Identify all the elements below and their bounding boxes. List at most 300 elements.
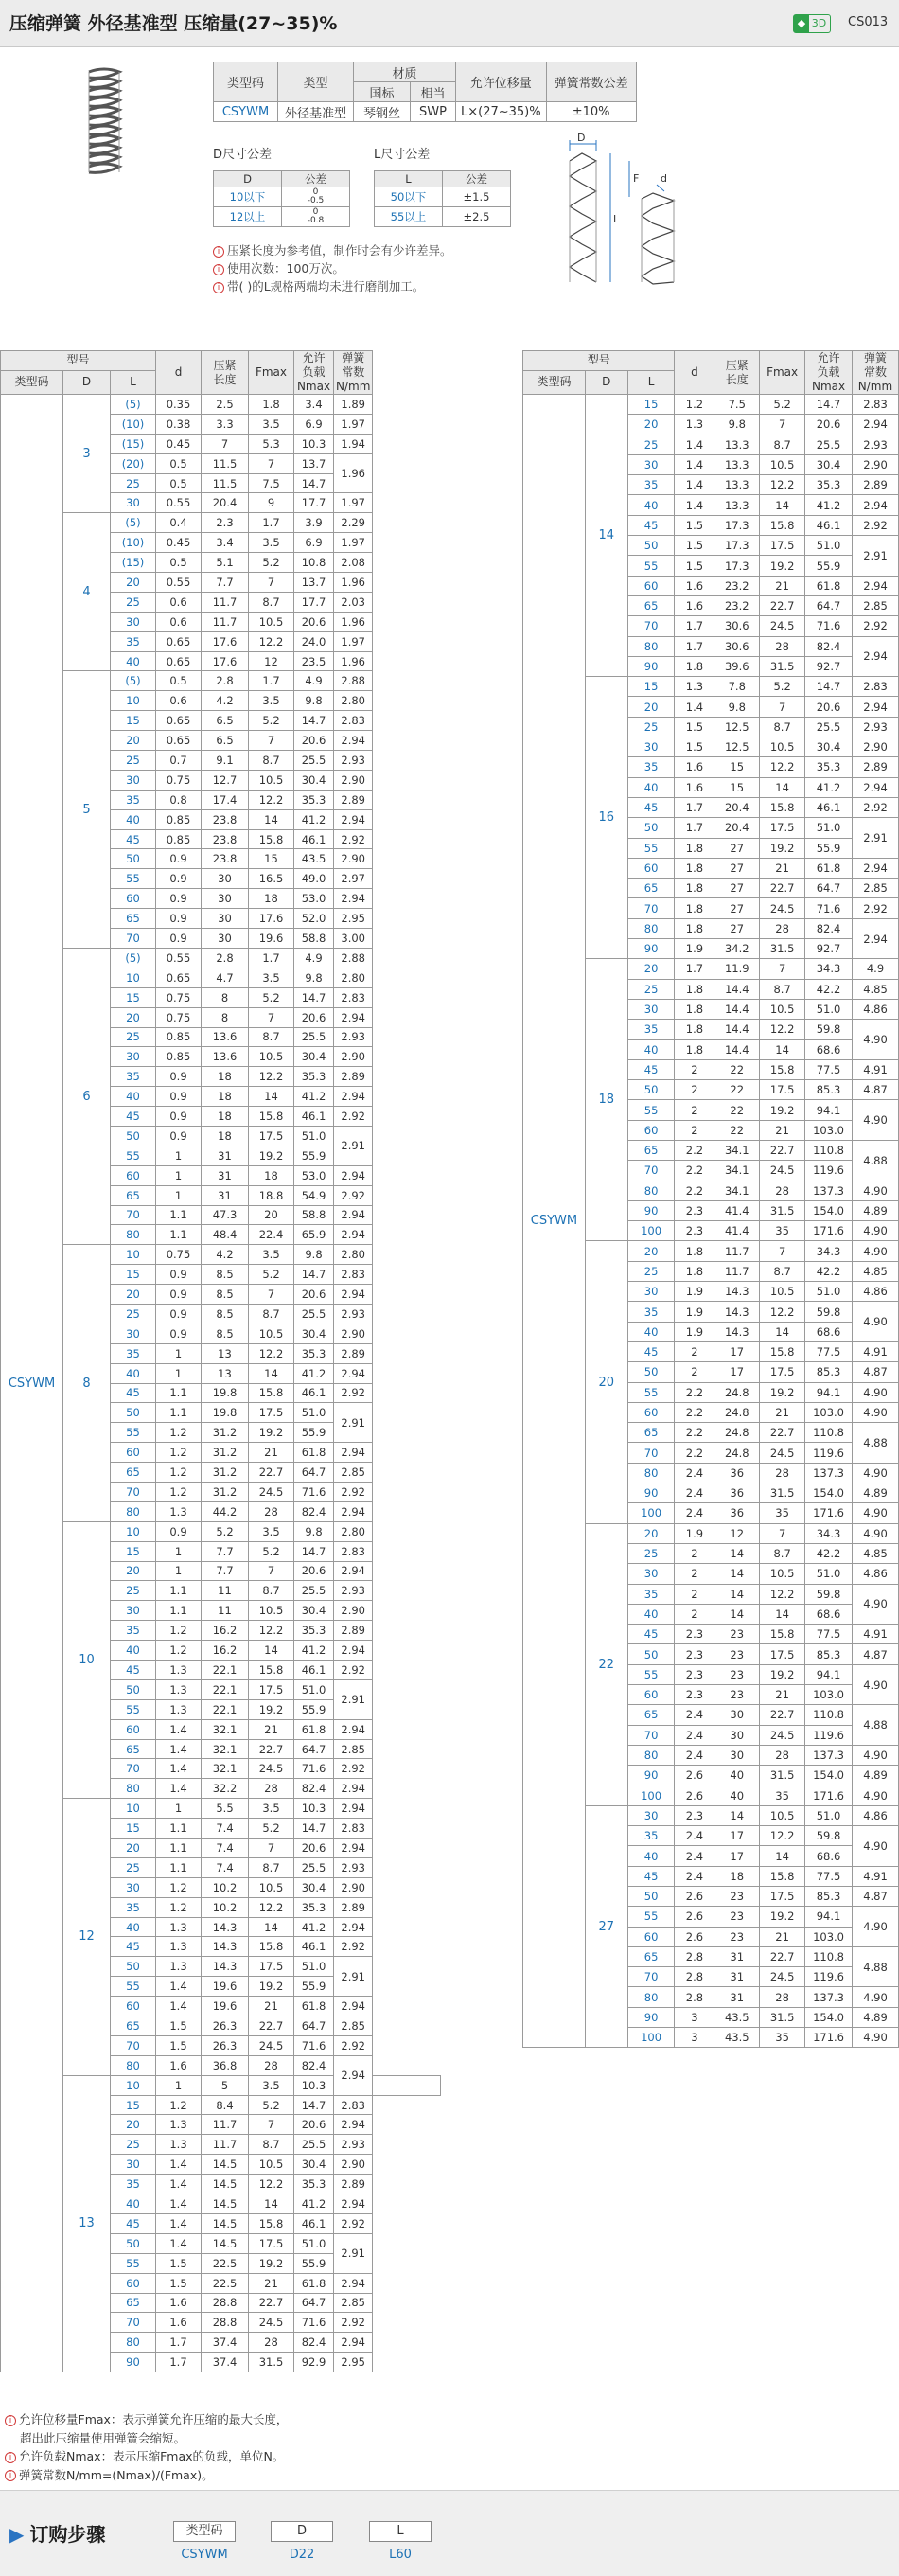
solid-cell: 22.1 bbox=[202, 1699, 249, 1719]
wire-cell: 3 bbox=[675, 2028, 714, 2048]
arrow-icon: ▶ bbox=[9, 2523, 25, 2546]
k-cell: 2.85 bbox=[852, 595, 898, 615]
l-cell: 65 bbox=[627, 879, 675, 898]
nmax-cell: 85.3 bbox=[805, 1886, 853, 1906]
l-cell: 50 bbox=[111, 2233, 156, 2253]
k-cell: 2.93 bbox=[334, 1581, 373, 1601]
fmax-cell: 21 bbox=[760, 858, 805, 878]
k-cell: 4.90 bbox=[852, 1785, 898, 1805]
info-icon: i bbox=[213, 246, 224, 258]
d-cell: 10 bbox=[63, 1521, 111, 1798]
nmax-cell: 59.8 bbox=[805, 1584, 853, 1604]
fmax-cell: 24.5 bbox=[760, 1967, 805, 1987]
solid-cell: 26.3 bbox=[202, 2035, 249, 2055]
wire-cell: 2.6 bbox=[675, 1785, 714, 1805]
wire-cell: 1 bbox=[156, 1561, 202, 1581]
solid-cell: 14.3 bbox=[714, 1322, 760, 1341]
k-cell: 4.86 bbox=[852, 1805, 898, 1825]
wire-cell: 2 bbox=[675, 1120, 714, 1140]
nmax-cell: 94.1 bbox=[805, 1100, 853, 1120]
k-cell: 4.90 bbox=[852, 1100, 898, 1141]
fmax-cell: 28 bbox=[760, 1987, 805, 2007]
solid-cell: 8.5 bbox=[202, 1265, 249, 1285]
fmax-cell: 21 bbox=[249, 1997, 294, 2016]
nmax-cell: 20.6 bbox=[805, 415, 853, 435]
nmax-cell: 25.5 bbox=[294, 751, 334, 771]
wire-cell: 1.3 bbox=[156, 1937, 202, 1957]
nmax-cell: 77.5 bbox=[805, 1625, 853, 1644]
l-tol-row-l: 50以下 bbox=[375, 187, 443, 207]
l-cell: 35 bbox=[111, 1621, 156, 1641]
d-cell: 5 bbox=[63, 671, 111, 948]
fmax-cell: 17.5 bbox=[760, 818, 805, 838]
nmax-cell: 46.1 bbox=[294, 1661, 334, 1680]
l-cell: 10 bbox=[111, 1799, 156, 1819]
order-value-type: CSYWM bbox=[181, 2548, 228, 2562]
l-cell: 70 bbox=[111, 1205, 156, 1225]
l-cell: 15 bbox=[111, 711, 156, 731]
nmax-cell: 137.3 bbox=[805, 1745, 853, 1765]
solid-cell: 13.3 bbox=[714, 495, 760, 515]
nmax-cell: 9.8 bbox=[294, 691, 334, 711]
solid-cell: 30 bbox=[714, 1745, 760, 1765]
k-cell: 1.94 bbox=[334, 434, 373, 453]
nmax-cell: 6.9 bbox=[294, 533, 334, 553]
k-cell: 4.91 bbox=[852, 1625, 898, 1644]
d-tol-row-d: 10以下 bbox=[214, 187, 282, 207]
l-cell: 60 bbox=[627, 1402, 675, 1422]
solid-cell: 11 bbox=[202, 1581, 249, 1601]
solid-cell: 11.7 bbox=[202, 592, 249, 612]
wire-cell: 2 bbox=[675, 1362, 714, 1382]
wire-cell: 2.6 bbox=[675, 1907, 714, 1927]
wire-cell: 0.9 bbox=[156, 1067, 202, 1087]
solid-cell: 13 bbox=[202, 1343, 249, 1363]
spec-table bbox=[213, 62, 637, 122]
solid-cell: 7.4 bbox=[202, 1839, 249, 1858]
wire-cell: 0.9 bbox=[156, 1087, 202, 1107]
l-cell: 20 bbox=[627, 1523, 675, 1543]
l-cell: 25 bbox=[627, 1261, 675, 1281]
wire-cell: 1.5 bbox=[675, 515, 714, 535]
l-cell: (20) bbox=[111, 453, 156, 473]
l-cell: 20 bbox=[627, 959, 675, 979]
l-cell: 45 bbox=[627, 1059, 675, 1079]
l-cell: 80 bbox=[111, 2333, 156, 2353]
l-cell: (5) bbox=[111, 948, 156, 968]
spec-h-equiv: 相当 bbox=[411, 82, 456, 102]
l-cell: 35 bbox=[111, 790, 156, 809]
fmax-cell: 35 bbox=[760, 1221, 805, 1241]
nmax-cell: 82.4 bbox=[294, 2333, 334, 2353]
fmax-cell: 12.2 bbox=[760, 1826, 805, 1846]
solid-cell: 34.1 bbox=[714, 1181, 760, 1200]
l-tol-table bbox=[374, 170, 511, 227]
wire-cell: 1.4 bbox=[156, 1719, 202, 1739]
fmax-cell: 22.7 bbox=[249, 2016, 294, 2036]
l-cell: 35 bbox=[111, 2175, 156, 2194]
wire-cell: 0.5 bbox=[156, 453, 202, 473]
nmax-cell: 82.4 bbox=[294, 1779, 334, 1799]
nmax-cell: 10.3 bbox=[294, 1799, 334, 1819]
solid-cell: 8.5 bbox=[202, 1304, 249, 1324]
l-tol-h-l: L bbox=[375, 171, 443, 187]
fmax-cell: 18 bbox=[249, 889, 294, 909]
nmax-cell: 137.3 bbox=[805, 1181, 853, 1200]
nmax-cell: 25.5 bbox=[805, 717, 853, 737]
solid-cell: 23 bbox=[714, 1685, 760, 1705]
l-cell: 60 bbox=[627, 858, 675, 878]
nmax-cell: 14.7 bbox=[294, 2095, 334, 2115]
d-tol-lo: -0.5 bbox=[307, 196, 325, 205]
fmax-cell: 31.5 bbox=[760, 656, 805, 676]
fmax-cell: 3.5 bbox=[249, 1521, 294, 1541]
k-cell: 2.85 bbox=[852, 879, 898, 898]
k-cell: 2.80 bbox=[334, 1521, 373, 1541]
solid-cell: 14.3 bbox=[202, 1937, 249, 1957]
k-cell: 2.91 bbox=[852, 536, 898, 577]
nmax-cell: 64.7 bbox=[294, 1739, 334, 1759]
fmax-cell: 12.2 bbox=[760, 757, 805, 777]
nmax-cell: 41.2 bbox=[805, 777, 853, 797]
solid-cell: 23 bbox=[714, 1644, 760, 1664]
nmax-cell: 46.1 bbox=[294, 829, 334, 849]
nmax-cell: 58.8 bbox=[294, 1205, 334, 1225]
l-cell: 25 bbox=[111, 1027, 156, 1047]
l-cell: 30 bbox=[111, 1877, 156, 1897]
wire-cell: 1 bbox=[156, 1146, 202, 1165]
k-cell: 2.88 bbox=[334, 948, 373, 968]
k-cell: 2.89 bbox=[334, 1897, 373, 1917]
d-cell: 27 bbox=[585, 1805, 627, 2048]
solid-cell: 47.3 bbox=[202, 1205, 249, 1225]
spec-tol: ±10% bbox=[546, 102, 636, 122]
wire-cell: 1.3 bbox=[156, 1917, 202, 1937]
nmax-cell: 61.8 bbox=[294, 1997, 334, 2016]
k-cell: 4.88 bbox=[852, 1946, 898, 1987]
3d-badge[interactable]: ◆ 3D bbox=[793, 14, 831, 33]
wire-cell: 1.4 bbox=[675, 475, 714, 495]
solid-cell: 31.2 bbox=[202, 1443, 249, 1463]
nmax-cell: 14.7 bbox=[294, 1819, 334, 1839]
solid-cell: 36 bbox=[714, 1463, 760, 1483]
solid-cell: 37.4 bbox=[202, 2353, 249, 2372]
k-cell: 2.92 bbox=[334, 1661, 373, 1680]
k-cell: 4.87 bbox=[852, 1886, 898, 1906]
nmax-cell: 30.4 bbox=[294, 1601, 334, 1621]
solid-cell: 7.5 bbox=[714, 395, 760, 415]
l-cell: 40 bbox=[111, 809, 156, 829]
k-cell: 2.93 bbox=[852, 717, 898, 737]
solid-cell: 14 bbox=[714, 1584, 760, 1604]
solid-cell: 31 bbox=[714, 1987, 760, 2007]
solid-cell: 20.4 bbox=[202, 493, 249, 513]
l-cell: 55 bbox=[627, 1664, 675, 1684]
l-cell: 45 bbox=[111, 829, 156, 849]
l-cell: 20 bbox=[111, 1561, 156, 1581]
wire-cell: 1.4 bbox=[156, 2155, 202, 2175]
fmax-cell: 21 bbox=[760, 1120, 805, 1140]
nmax-cell: 25.5 bbox=[294, 1027, 334, 1047]
nmax-cell: 51.0 bbox=[294, 1679, 334, 1699]
l-cell: 90 bbox=[627, 1483, 675, 1503]
fmax-cell: 18.8 bbox=[249, 1185, 294, 1205]
fmax-cell: 3.5 bbox=[249, 1799, 294, 1819]
fmax-cell: 1.7 bbox=[249, 948, 294, 968]
k-cell: 3.00 bbox=[334, 929, 373, 949]
d-tol-table bbox=[213, 170, 350, 227]
nmax-cell: 103.0 bbox=[805, 1402, 853, 1422]
l-cell: 45 bbox=[111, 1937, 156, 1957]
wire-cell: 1.3 bbox=[156, 2115, 202, 2135]
nmax-cell: 94.1 bbox=[805, 1907, 853, 1927]
solid-cell: 31 bbox=[202, 1185, 249, 1205]
fmax-cell: 15.8 bbox=[249, 1107, 294, 1127]
l-cell: 40 bbox=[627, 1322, 675, 1341]
l-cell: 100 bbox=[627, 1221, 675, 1241]
l-tol-h-tol: 公差 bbox=[443, 171, 511, 187]
nmax-cell: 51.0 bbox=[805, 536, 853, 556]
solid-cell: 30.6 bbox=[714, 636, 760, 656]
nmax-cell: 65.9 bbox=[294, 1225, 334, 1245]
wire-cell: 1.2 bbox=[675, 395, 714, 415]
solid-cell: 14.5 bbox=[202, 2233, 249, 2253]
fmax-cell: 7 bbox=[249, 1285, 294, 1305]
fmax-cell: 8.7 bbox=[249, 1857, 294, 1877]
nmax-cell: 46.1 bbox=[805, 797, 853, 817]
d-tol-h-d: D bbox=[214, 171, 282, 187]
k-cell: 2.94 bbox=[334, 1501, 373, 1521]
wire-cell: 1.8 bbox=[675, 1039, 714, 1059]
k-cell: 4.90 bbox=[852, 1402, 898, 1422]
wire-cell: 2.2 bbox=[675, 1161, 714, 1181]
diagram-dsmall-label: d bbox=[661, 172, 667, 185]
wire-cell: 0.9 bbox=[156, 1126, 202, 1146]
nmax-cell: 137.3 bbox=[805, 1987, 853, 2007]
solid-cell: 6.5 bbox=[202, 731, 249, 751]
solid-cell: 14.4 bbox=[714, 999, 760, 1019]
fmax-cell: 12.2 bbox=[249, 790, 294, 809]
fmax-cell: 19.2 bbox=[760, 1382, 805, 1402]
wire-cell: 2.2 bbox=[675, 1382, 714, 1402]
fmax-cell: 14 bbox=[760, 495, 805, 515]
l-cell: 55 bbox=[627, 1382, 675, 1402]
l-cell: (15) bbox=[111, 434, 156, 453]
fmax-cell: 19.2 bbox=[760, 556, 805, 576]
footnote-item: i 允许负载Nmax：表示压缩Fmax的负载，单位N。 bbox=[5, 2447, 288, 2466]
solid-cell: 22.5 bbox=[202, 2253, 249, 2273]
solid-cell: 24.8 bbox=[714, 1423, 760, 1443]
k-cell: 1.96 bbox=[334, 612, 373, 631]
wire-cell: 2.3 bbox=[675, 1625, 714, 1644]
wire-cell: 2.3 bbox=[675, 1200, 714, 1220]
solid-cell: 28.8 bbox=[202, 2293, 249, 2313]
l-cell: 60 bbox=[111, 1443, 156, 1463]
nmax-cell: 14.7 bbox=[294, 987, 334, 1007]
k-cell: 2.94 bbox=[852, 777, 898, 797]
k-cell: 2.90 bbox=[334, 1324, 373, 1343]
solid-cell: 5.5 bbox=[202, 1799, 249, 1819]
nmax-cell: 10.8 bbox=[294, 553, 334, 573]
nmax-cell: 71.6 bbox=[294, 1482, 334, 1501]
k-cell: 2.93 bbox=[334, 1304, 373, 1324]
nmax-cell: 171.6 bbox=[805, 1785, 853, 1805]
k-cell: 2.94 bbox=[334, 1443, 373, 1463]
wire-cell: 1.8 bbox=[675, 858, 714, 878]
k-cell: 4.90 bbox=[852, 1463, 898, 1483]
k-cell: 2.89 bbox=[334, 790, 373, 809]
l-cell: 30 bbox=[627, 1564, 675, 1584]
nmax-cell: 4.9 bbox=[294, 671, 334, 691]
k-cell: 2.90 bbox=[852, 454, 898, 474]
l-cell: 50 bbox=[111, 1126, 156, 1146]
fmax-cell: 31.5 bbox=[760, 1766, 805, 1785]
header-group: 型号 bbox=[523, 351, 675, 371]
l-cell: 70 bbox=[111, 2313, 156, 2333]
l-cell: 20 bbox=[111, 1285, 156, 1305]
solid-cell: 17.6 bbox=[202, 651, 249, 671]
nmax-cell: 17.7 bbox=[294, 493, 334, 513]
nmax-cell: 110.8 bbox=[805, 1140, 853, 1160]
fmax-cell: 21 bbox=[249, 1719, 294, 1739]
l-cell: 45 bbox=[111, 1107, 156, 1127]
solid-cell: 23.8 bbox=[202, 829, 249, 849]
l-cell: 70 bbox=[627, 1725, 675, 1745]
fmax-cell: 15.8 bbox=[249, 1661, 294, 1680]
spec-type-code: CSYWM bbox=[214, 102, 278, 122]
nmax-cell: 13.7 bbox=[294, 573, 334, 593]
l-cell: 55 bbox=[111, 869, 156, 889]
fmax-cell: 5.2 bbox=[249, 2095, 294, 2115]
l-cell: 25 bbox=[627, 979, 675, 999]
k-cell: 2.92 bbox=[852, 515, 898, 535]
fmax-cell: 15.8 bbox=[249, 1383, 294, 1403]
nmax-cell: 77.5 bbox=[805, 1059, 853, 1079]
solid-cell: 30 bbox=[202, 929, 249, 949]
fmax-cell: 8.7 bbox=[760, 435, 805, 454]
fmax-cell: 14 bbox=[760, 1846, 805, 1866]
wire-cell: 2 bbox=[675, 1604, 714, 1624]
k-cell: 2.94 bbox=[334, 1561, 373, 1581]
wire-cell: 2 bbox=[675, 1584, 714, 1604]
l-cell: 90 bbox=[627, 1766, 675, 1785]
solid-cell: 5.2 bbox=[202, 1521, 249, 1541]
diagram-l-label: L bbox=[613, 213, 620, 225]
solid-cell: 11.9 bbox=[714, 959, 760, 979]
header-solid: 压紧 长度 bbox=[714, 351, 760, 395]
nmax-cell: 51.0 bbox=[805, 1805, 853, 1825]
solid-cell: 2.5 bbox=[202, 395, 249, 415]
k-cell: 2.94 bbox=[334, 1799, 373, 1819]
diagram-f-label: F bbox=[633, 172, 640, 185]
l-tol-row-tol: ±1.5 bbox=[443, 187, 511, 207]
nmax-cell: 3.4 bbox=[294, 395, 334, 415]
solid-cell: 14.3 bbox=[202, 1917, 249, 1937]
wire-cell: 1.2 bbox=[156, 2095, 202, 2115]
wire-cell: 1.8 bbox=[675, 1241, 714, 1261]
d-tol-up: 0 bbox=[312, 187, 319, 197]
fmax-cell: 24.5 bbox=[760, 898, 805, 918]
wire-cell: 1.3 bbox=[156, 1699, 202, 1719]
solid-cell: 30 bbox=[202, 889, 249, 909]
solid-cell: 31 bbox=[714, 1946, 760, 1966]
fmax-cell: 17.5 bbox=[249, 2233, 294, 2253]
k-cell: 2.92 bbox=[334, 1759, 373, 1779]
fmax-cell: 17.5 bbox=[760, 1080, 805, 1100]
wire-cell: 0.55 bbox=[156, 493, 202, 513]
l-cell: 50 bbox=[627, 1886, 675, 1906]
nmax-cell: 51.0 bbox=[805, 1282, 853, 1302]
wire-cell: 1.4 bbox=[156, 2194, 202, 2214]
nmax-cell: 10.3 bbox=[294, 434, 334, 453]
header-nmax: 允许 负载 Nmax bbox=[805, 351, 853, 395]
notes bbox=[213, 241, 452, 295]
wire-cell: 1.9 bbox=[675, 939, 714, 959]
wire-cell: 1 bbox=[156, 1541, 202, 1561]
wire-cell: 1.7 bbox=[156, 2353, 202, 2372]
wire-cell: 2.8 bbox=[675, 1967, 714, 1987]
solid-cell: 36.8 bbox=[202, 2055, 249, 2075]
k-cell: 4.90 bbox=[852, 1745, 898, 1765]
solid-cell: 40 bbox=[714, 1766, 760, 1785]
nmax-cell: 25.5 bbox=[294, 2135, 334, 2155]
fmax-cell: 10.5 bbox=[249, 1601, 294, 1621]
fmax-cell: 24.5 bbox=[249, 2035, 294, 2055]
wire-cell: 0.65 bbox=[156, 711, 202, 731]
wire-cell: 1.1 bbox=[156, 1819, 202, 1839]
fmax-cell: 19.2 bbox=[760, 1664, 805, 1684]
fmax-cell: 21 bbox=[760, 1402, 805, 1422]
solid-cell: 18 bbox=[202, 1107, 249, 1127]
l-cell: 65 bbox=[111, 1463, 156, 1483]
nmax-cell: 59.8 bbox=[805, 1302, 853, 1322]
fmax-cell: 20 bbox=[249, 1205, 294, 1225]
nmax-cell: 42.2 bbox=[805, 1261, 853, 1281]
k-cell: 2.85 bbox=[334, 2016, 373, 2036]
wire-cell: 0.8 bbox=[156, 790, 202, 809]
wire-cell: 1.4 bbox=[156, 1779, 202, 1799]
solid-cell: 17.4 bbox=[202, 790, 249, 809]
wire-cell: 1.7 bbox=[675, 818, 714, 838]
wire-cell: 1.6 bbox=[675, 576, 714, 595]
solid-cell: 41.4 bbox=[714, 1221, 760, 1241]
solid-cell: 23 bbox=[714, 1907, 760, 1927]
d-tol-lo: -0.8 bbox=[307, 216, 325, 225]
k-cell: 2.94 bbox=[334, 1641, 373, 1661]
fmax-cell: 31.5 bbox=[760, 2007, 805, 2027]
fmax-cell: 7 bbox=[249, 2115, 294, 2135]
l-cell: 70 bbox=[627, 1161, 675, 1181]
solid-cell: 11.5 bbox=[202, 473, 249, 493]
fmax-cell: 10.5 bbox=[760, 1805, 805, 1825]
solid-cell: 10.2 bbox=[202, 1897, 249, 1917]
l-cell: 35 bbox=[111, 1067, 156, 1087]
wire-cell: 0.9 bbox=[156, 869, 202, 889]
solid-cell: 12.5 bbox=[714, 717, 760, 737]
solid-cell: 13.6 bbox=[202, 1047, 249, 1067]
wire-cell: 1.1 bbox=[156, 1403, 202, 1423]
nmax-cell: 55.9 bbox=[805, 838, 853, 858]
fmax-cell: 35 bbox=[760, 2028, 805, 2048]
k-cell: 4.90 bbox=[852, 1221, 898, 1241]
fmax-cell: 10.5 bbox=[760, 454, 805, 474]
k-cell: 2.92 bbox=[334, 1185, 373, 1205]
nmax-cell: 59.8 bbox=[805, 1020, 853, 1039]
l-cell: 25 bbox=[627, 1543, 675, 1563]
k-cell: 2.91 bbox=[334, 1126, 373, 1165]
footnote-item: i 弹簧常数N/mm=(Nmax)/(Fmax)。 bbox=[5, 2466, 288, 2485]
solid-cell: 14 bbox=[714, 1564, 760, 1584]
